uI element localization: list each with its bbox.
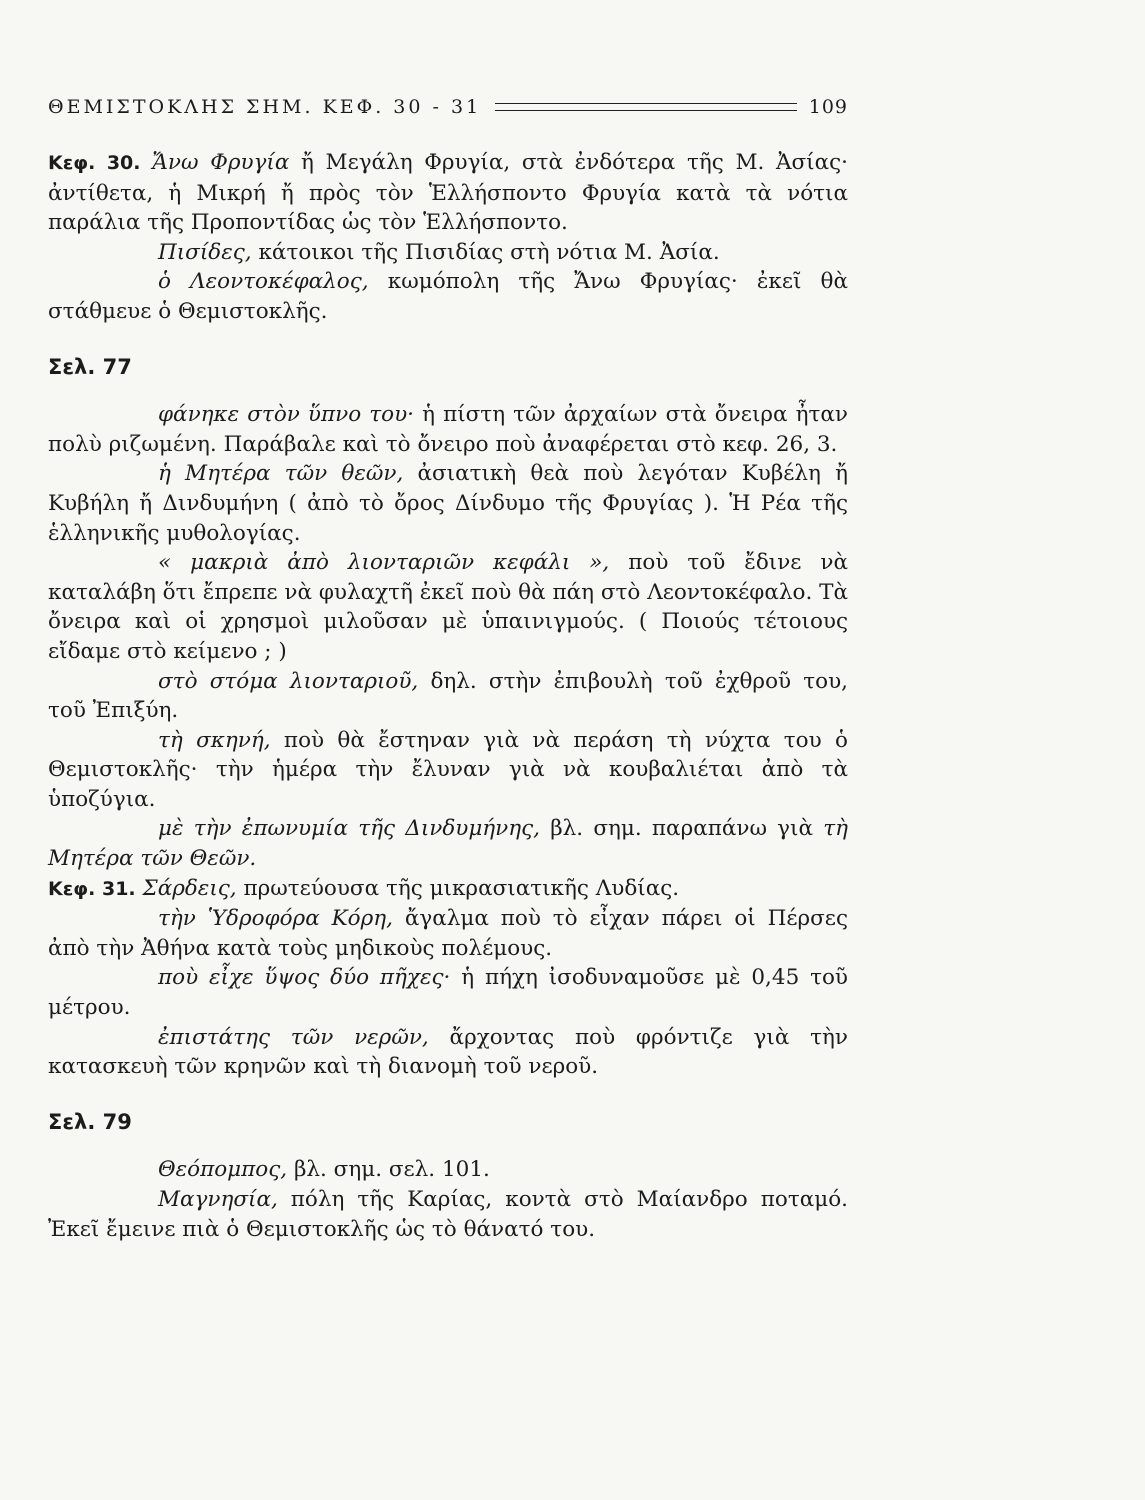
note-text: βλ. σημ. παραπάνω γιὰ (540, 816, 824, 842)
note-paragraph (48, 1155, 848, 1185)
note-paragraph (48, 904, 848, 963)
note-term: φάνηκε στὸν ὕπνο του· (158, 402, 414, 428)
note-paragraph (48, 459, 848, 548)
note-term: Σάρδεις, (142, 875, 237, 901)
note-paragraph (48, 963, 848, 1022)
note-term: ἡ Μητέρα τῶν θεῶν, (158, 461, 404, 487)
page (48, 0, 848, 1500)
note-term: Πισίδες, (158, 239, 252, 265)
note-text: ποὺ θὰ ἔστηναν γιὰ νὰ περάση τὴ νύχτα του ὁ Θεμιστοκλῆς· τὴν ἡμέρα τὴν ἔλυναν γιὰ νὰ κουβαλιέται ἀπὸ τὰ ὑποζύγια. (48, 727, 848, 812)
note-term: στὸ στόμα λιονταριοῦ, (158, 668, 419, 694)
note-paragraph (48, 148, 848, 238)
note-text: δηλ. στὴν ἐπιβουλὴ τοῦ ἐχθροῦ του, τοῦ Ἐπιξύη. (48, 668, 848, 724)
note-paragraph (48, 1023, 848, 1082)
note-term: « μακριὰ ἀπὸ λιονταριῶν κεφάλι », (158, 550, 610, 576)
running-header (48, 92, 848, 122)
note-text: ἡ πίστη τῶν ἀρχαίων στὰ ὄνειρα ἦταν πολὺ ριζωμένη. Παράβαλε καὶ τὸ ὄνειρο ποὺ ἀναφέρεται στὸ κεφ. 26, 3. (48, 402, 848, 457)
note-paragraph (48, 238, 848, 268)
section-heading: Σελ. 79 (48, 1109, 132, 1134)
note-paragraph (48, 548, 848, 666)
note-paragraph (48, 667, 848, 726)
chapter-label: Κεφ. 31. (48, 877, 136, 900)
note-text: πόλη τῆς Καρίας, κοντὰ στὸ Μαίανδρο ποταμό. Ἐκεῖ ἔμεινε πιὰ ὁ Θεμιστοκλῆς ὡς τὸ θάνατό του. (48, 1187, 848, 1242)
note-text: βλ. σημ. σελ. 101. (287, 1157, 490, 1183)
note-text: πρωτεύουσα τῆς μικρασιατικῆς Λυδίας. (236, 875, 680, 901)
note-paragraph (48, 1185, 848, 1244)
note-term: ὁ Λεοντοκέφαλος, (158, 269, 369, 295)
note-text: ἡ πήχη ἰσοδυναμοῦσε μὲ 0,45 τοῦ μέτρου. (48, 965, 848, 1021)
note-text: κάτοικοι τῆς Πισιδίας στὴ νότια Μ. Ἀσία. (251, 239, 720, 265)
note-term: Θεόπομπος, (158, 1157, 288, 1183)
note-text: ἄγαλμα ποὺ τὸ εἶχαν πάρει οἱ Πέρσες ἀπὸ τὴν Ἀθήνα κατὰ τοὺς μηδικοὺς πολέμους. (48, 906, 848, 961)
running-title: ΘΕΜΙΣΤΟΚΛΗΣ ΣΗΜ. ΚΕΦ. 30 - 31 (48, 96, 482, 118)
note-term: Ἄνω Φρυγία (152, 150, 290, 175)
note-text: ἄρχοντας ποὺ φρόντιζε γιὰ τὴν κατασκευὴ τῶν κρηνῶν καὶ τὴ διανομὴ τοῦ νεροῦ. (48, 1024, 848, 1080)
note-term: ἐπιστάτης τῶν νερῶν, (158, 1024, 429, 1050)
note-term: τὴ Μητέρα τῶν Θεῶν. (48, 816, 848, 872)
note-term: τὴν Ὑδροφόρα Κόρη, (158, 906, 393, 932)
note-paragraph (48, 726, 848, 815)
note-term: τὴ σκηνή, (158, 727, 271, 753)
note-term: Μαγνησία, (158, 1187, 278, 1212)
note-paragraph (48, 874, 848, 905)
note-text: ἀσιατικὴ θεὰ ποὺ λεγόταν Κυβέλη ἤ Κυβήλη ἤ Δινδυμήνη ( ἀπὸ τὸ ὄρος Δίνδυμο τῆς Φρυγίας ). Ἡ Ρέα τῆς ἑλληνικῆς μυθολογίας. (48, 461, 848, 546)
note-paragraph (48, 267, 848, 326)
note-text: ἤ Μεγάλη Φρυγία, στὰ ἐνδότερα τῆς Μ. Ἀσίας· ἀντίθετα, ἡ Μικρή ἤ πρὸς τὸν Ἑλλήσποντο Φρυγία κατὰ τὰ νότια παράλια τῆς Προποντίδας ὡς τὸν Ἑλλήσποντο. (48, 150, 848, 236)
section-heading: Σελ. 77 (48, 354, 132, 379)
chapter-label: Κεφ. 30. (48, 152, 141, 174)
note-term: μὲ τὴν ἐπωνυμία τῆς Δινδυμήνης, (158, 816, 541, 842)
page-number: 109 (808, 96, 848, 118)
note-term: ποὺ εἶχε ὕψος δύο πῆχες· (158, 965, 451, 991)
note-text: ποὺ τοῦ ἔδινε νὰ καταλάβη ὅτι ἔπρεπε νὰ φυλαχτῆ ἐκεῖ ποὺ θὰ πάη στὸ Λεοντοκέφαλο. Τὰ ὄνειρα καὶ οἱ χρησμοὶ μιλοῦσαν μὲ ὑπαινιγμούς. ( Ποιούς τέτοιους εἴδαμε στὸ κείμενο ; ) (48, 550, 848, 664)
header-rule (495, 103, 797, 111)
note-paragraph (48, 814, 848, 873)
note-text: κωμόπολη τῆς Ἄνω Φρυγίας· ἐκεῖ θὰ στάθμευε ὁ Θεμιστοκλῆς. (48, 269, 849, 324)
body-text (48, 148, 848, 1244)
note-paragraph (48, 400, 848, 459)
